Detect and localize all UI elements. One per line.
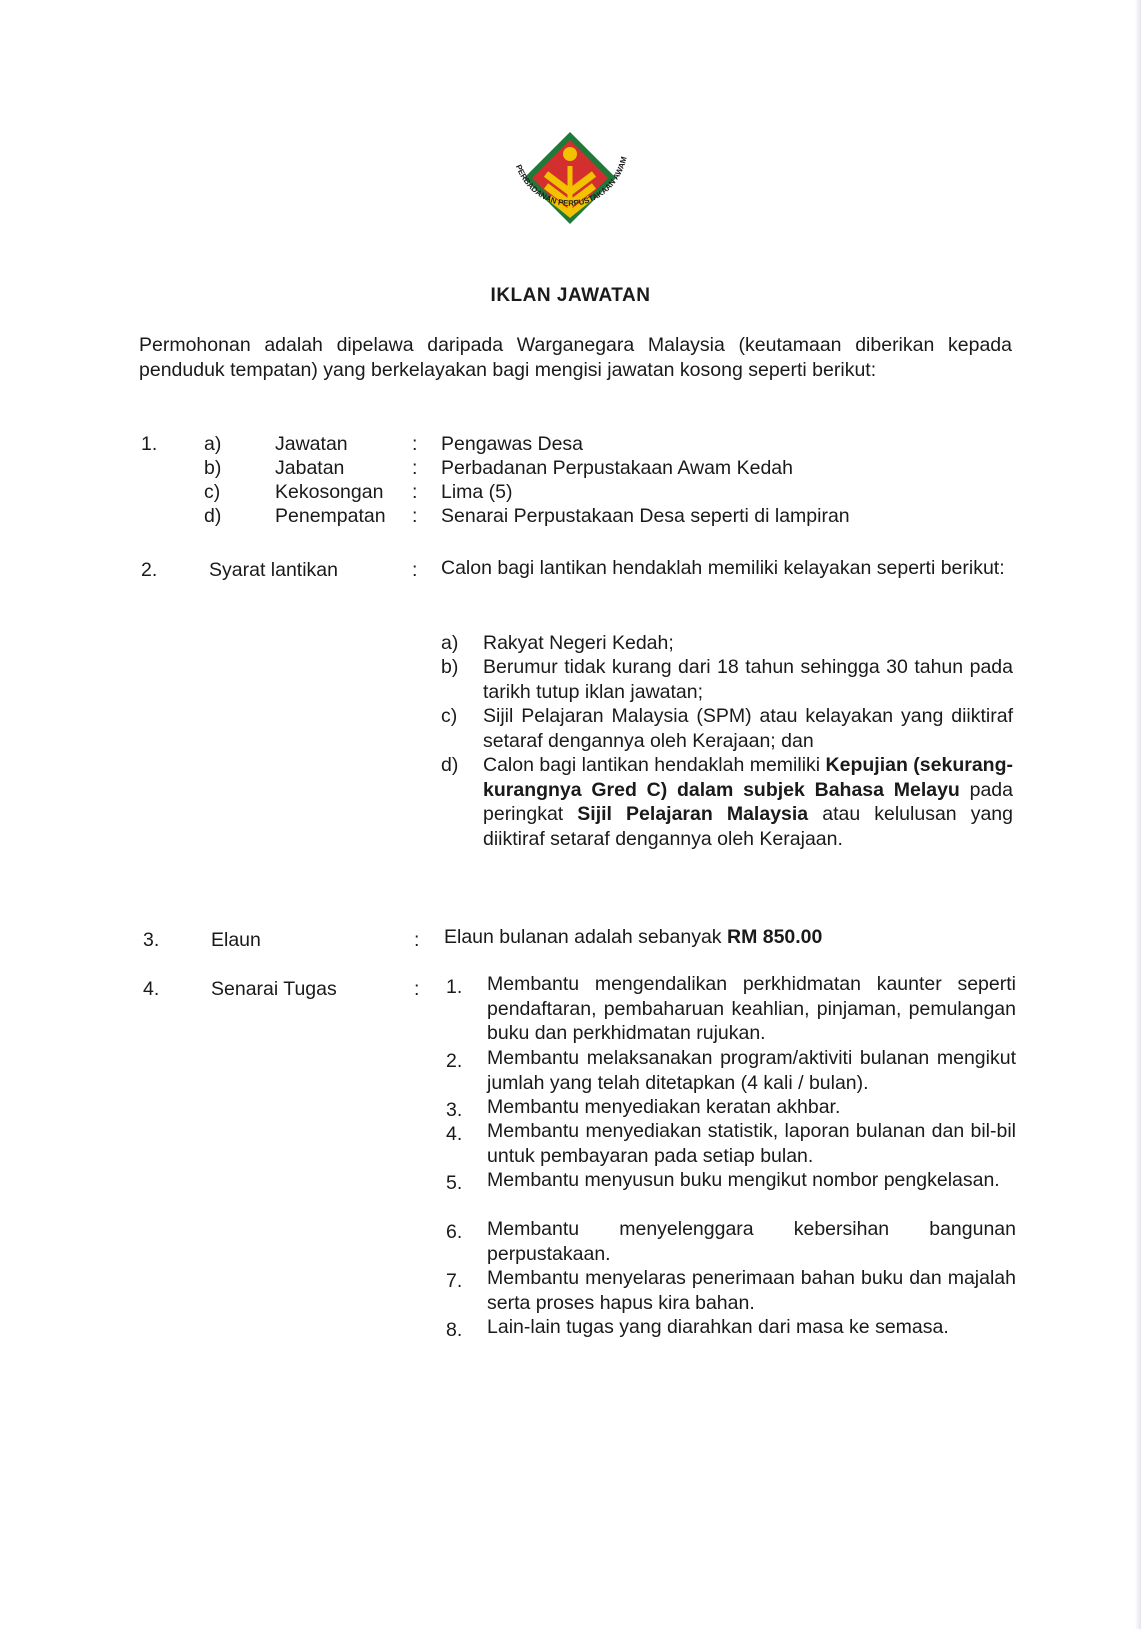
- section-1-row-d-colon: :: [412, 505, 418, 527]
- task-4-number: 4.: [446, 1123, 463, 1145]
- logo-crest: [563, 147, 577, 161]
- task-1-number: 1.: [446, 976, 463, 998]
- section-1-row-c-letter: c): [204, 481, 221, 503]
- section-2-item-c-letter: c): [441, 705, 458, 727]
- section-2-item-d-letter: d): [441, 754, 459, 776]
- document-title: IKLAN JAWATAN: [490, 285, 651, 306]
- task-1-text: Membantu mengendalikan perkhidmatan kaunter seperti pendaftaran, pembaharuan keahlian, pinjaman, pemulangan buku dan perkhidmatan rujukan.: [487, 973, 1016, 1044]
- section-2-colon: :: [412, 559, 418, 581]
- section-1-row-a-label: Jawatan: [275, 433, 348, 455]
- section-3-text: Elaun bulanan adalah sebanyak RM 850.00: [444, 926, 823, 948]
- section-1-number: 1.: [141, 433, 158, 455]
- logo-ring-text: PERBADANAN PERPUSTAKAAN AWAM: [513, 155, 629, 208]
- section-1-row-d-label: Penempatan: [275, 505, 386, 527]
- section-3-number: 3.: [143, 929, 160, 951]
- section-2-item-c-text: Sijil Pelajaran Malaysia (SPM) atau kelayakan yang diiktiraf setaraf dengannya oleh Kerajaan; dan: [483, 705, 1013, 752]
- task-5-number: 5.: [446, 1172, 463, 1194]
- section-2-label: Syarat lantikan: [209, 559, 338, 581]
- task-6-number: 6.: [446, 1221, 463, 1243]
- section-3-colon: :: [414, 929, 420, 951]
- task-2-text: Membantu melaksanakan program/aktiviti bulanan mengikut jumlah yang telah ditetapkan (4 kali / bulan).: [487, 1047, 1016, 1094]
- section-1-row-d-value: Senarai Perpustakaan Desa seperti di lampiran: [441, 505, 850, 527]
- task-7-number: 7.: [446, 1270, 463, 1292]
- section-1-row-a-value: Pengawas Desa: [441, 433, 584, 455]
- task-4-text: Membantu menyediakan statistik, laporan bulanan dan bil-bil untuk pembayaran pada setiap bulan.: [487, 1120, 1016, 1167]
- task-5-text: Membantu menyusun buku mengikut nombor pengkelasan.: [487, 1169, 1000, 1191]
- section-2-item-b-letter: b): [441, 656, 459, 678]
- section-2-item-a-letter: a): [441, 632, 459, 654]
- section-4-number: 4.: [143, 978, 160, 1000]
- task-6-text: Membantu menyelenggara kebersihan bangunan perpustakaan.: [487, 1218, 1016, 1265]
- section-2-item-a-text: Rakyat Negeri Kedah;: [483, 632, 674, 654]
- section-4-label: Senarai Tugas: [211, 978, 337, 1000]
- section-1-row-b-letter: b): [204, 457, 222, 479]
- task-7-text: Membantu menyelaras penerimaan bahan buku dan majalah serta proses hapus kira bahan.: [487, 1267, 1016, 1314]
- section-1-row-b-value: Perbadanan Perpustakaan Awam Kedah: [441, 457, 793, 479]
- section-2-item-d-text: Calon bagi lantikan hendaklah memiliki Kepujian (sekurang-kurangnya Gred C) dalam subjek Bahasa Melayu pada peringkat Sijil Pelajaran Malaysia atau kelulusan yang diiktiraf setaraf dengannya oleh Kerajaan.: [483, 754, 1013, 850]
- task-3-number: 3.: [446, 1099, 463, 1121]
- section-1-row-a-letter: a): [204, 433, 222, 455]
- organization-logo: [500, 130, 640, 250]
- task-8-number: 8.: [446, 1319, 463, 1341]
- task-8-text: Lain-lain tugas yang diarahkan dari masa ke semasa.: [487, 1316, 949, 1338]
- intro-paragraph: Permohonan adalah dipelawa daripada Warganegara Malaysia (keutamaan diberikan kepada penduduk tempatan) yang berkelayakan bagi mengisi jawatan kosong seperti berikut:: [139, 334, 1012, 381]
- task-3-text: Membantu menyediakan keratan akhbar.: [487, 1096, 841, 1118]
- section-2-item-b-text: Berumur tidak kurang dari 18 tahun sehingga 30 tahun pada tarikh tutup iklan jawatan;: [483, 656, 1013, 703]
- section-1-row-d-letter: d): [204, 505, 222, 527]
- section-1-row-c-colon: :: [412, 481, 418, 503]
- section-1-row-b-colon: :: [412, 457, 418, 479]
- task-2-number: 2.: [446, 1050, 463, 1072]
- section-2-intro: Calon bagi lantikan hendaklah memiliki kelayakan seperti berikut:: [441, 557, 1005, 579]
- section-3-label: Elaun: [211, 929, 261, 951]
- allowance-amount: RM 850.00: [726, 926, 823, 948]
- page-edge-shadow: [1135, 0, 1141, 1629]
- logo-emblem: [500, 130, 640, 250]
- section-4-colon: :: [414, 978, 420, 1000]
- section-1-row-b-label: Jabatan: [275, 457, 345, 479]
- section-1-row-a-colon: :: [412, 433, 418, 455]
- section-1-row-c-label: Kekosongan: [275, 481, 384, 503]
- section-1-row-c-value: Lima (5): [441, 481, 513, 503]
- section-2-number: 2.: [141, 559, 158, 581]
